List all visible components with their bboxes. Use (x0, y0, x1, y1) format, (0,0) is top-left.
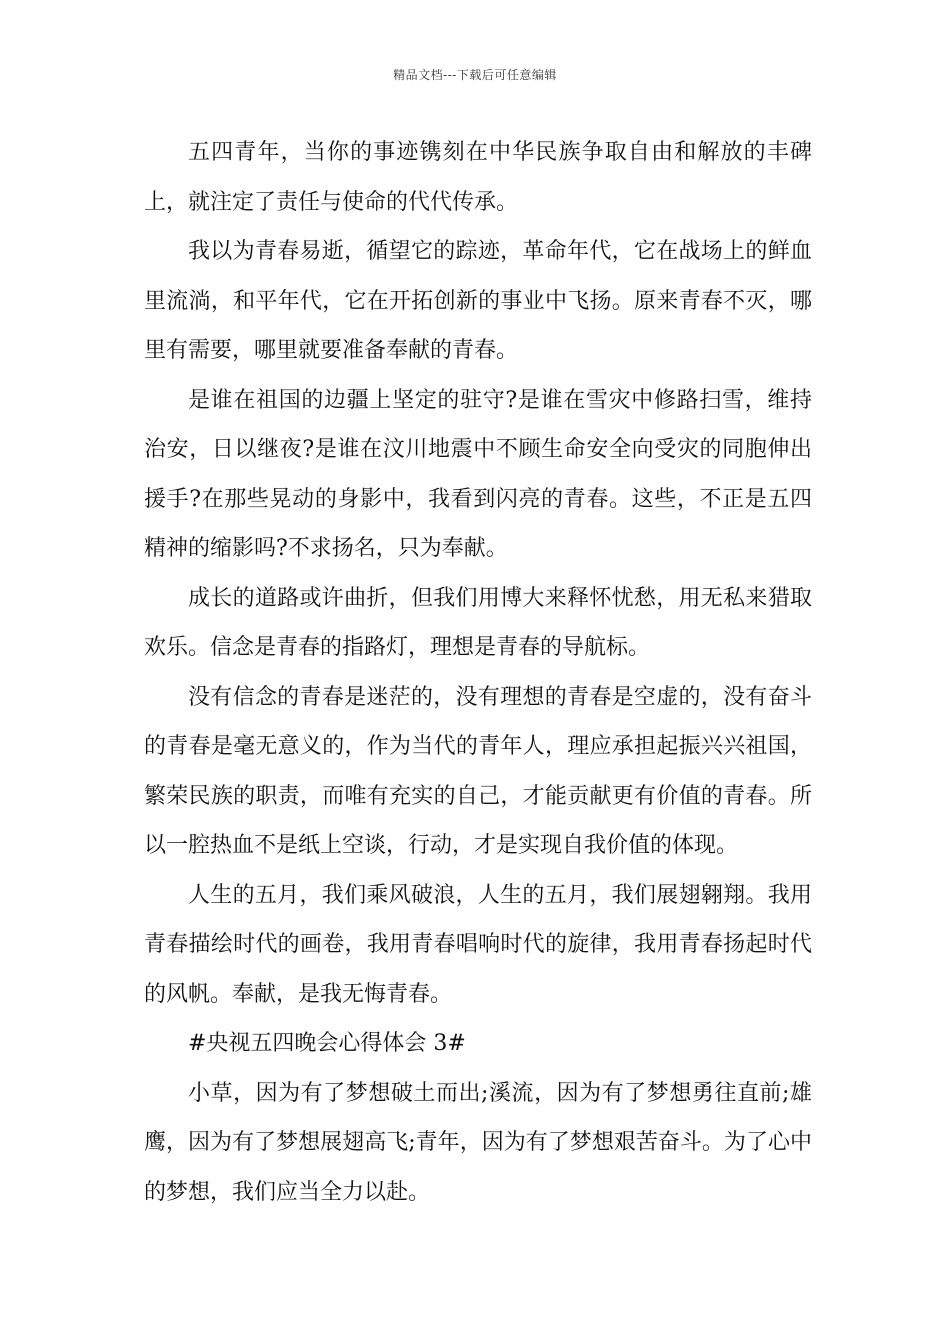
section-heading: #央视五四晚会心得体会 3# (188, 1031, 466, 1056)
paragraph-4: 成长的道路或许曲折，但我们用博大来释怀忧愁，用无私来猎取欢乐。信念是青春的指路灯，理想是青春的导航标。 (144, 585, 812, 660)
paragraph-5: 没有信念的青春是迷茫的，没有理想的青春是空虚的，没有奋斗的青春是毫无意义的，作为当代的青年人，理应承担起振兴兴祖国，繁荣民族的职责，而唯有充实的自己，才能贡献更有价值的青春。所以一腔热血不是纸上空谈，行动，才是实现自我价值的体现。 (144, 684, 812, 858)
paragraph-7: 小草，因为有了梦想破土而出;溪流，因为有了梦想勇往直前;雄鹰，因为有了梦想展翅高飞;青年，因为有了梦想艰苦奋斗。为了心中的梦想，我们应当全力以赴。 (144, 1080, 812, 1205)
paragraph-3: 是谁在祖国的边疆上坚定的驻守?是谁在雪灾中修路扫雪，维持治安，日以继夜?是谁在汶川地震中不顾生命安全向受灾的同胞伸出援手?在那些晃动的身影中，我看到闪亮的青春。这些，不正是五四精神的缩影吗?不求扬名，只为奉献。 (144, 387, 812, 561)
document-body (144, 128, 812, 1217)
paragraph-6: 人生的五月，我们乘风破浪，人生的五月，我们展翅翱翔。我用青春描绘时代的画卷，我用青春唱响时代的旋律，我用青春扬起时代的风帆。奉献，是我无悔青春。 (144, 882, 812, 1007)
paragraph-2: 我以为青春易逝，循望它的踪迹，革命年代，它在战场上的鲜血里流淌，和平年代，它在开拓创新的事业中飞扬。原来青春不灭，哪里有需要，哪里就要准备奉献的青春。 (144, 239, 812, 363)
page-header: 精品文档---下载后可任意编辑 (393, 68, 557, 82)
paragraph-1: 五四青年，当你的事迹镌刻在中华民族争取自由和解放的丰碑上，就注定了责任与使命的代代传承。 (144, 140, 812, 215)
